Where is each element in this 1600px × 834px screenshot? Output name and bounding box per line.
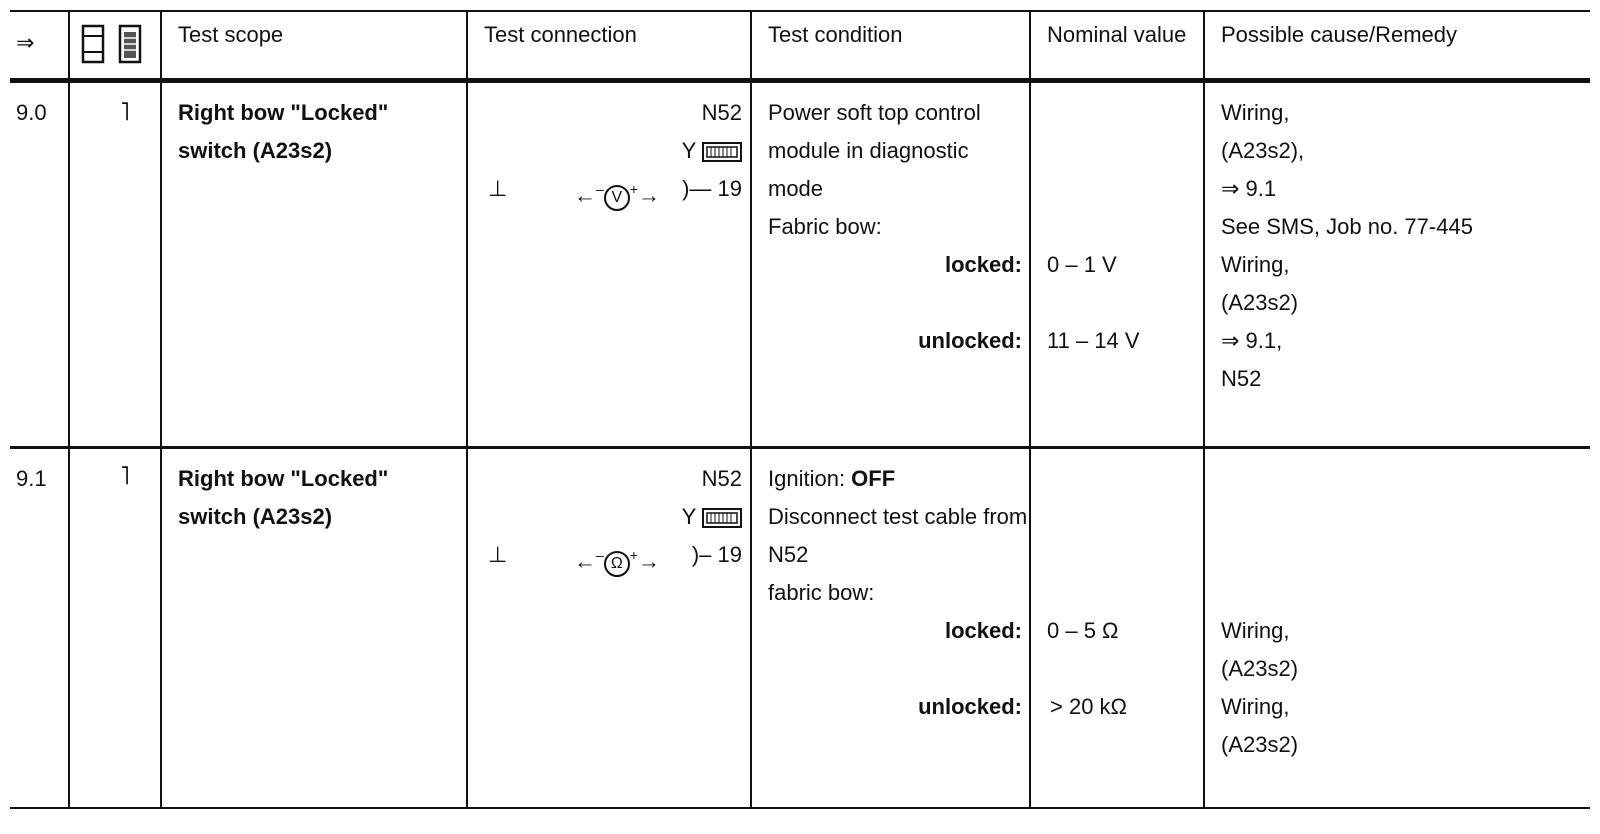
plug-label: Y [681, 138, 696, 163]
nominal-unlocked: > 20 kΩ [1050, 694, 1127, 719]
test-condition-line: fabric bow: [768, 580, 875, 605]
cause-line: See SMS, Job no. 77-445 [1221, 214, 1473, 239]
ground-symbol: ⊥ [488, 176, 508, 201]
cause-link[interactable]: ⇒ 9.1, [1221, 328, 1283, 353]
table-top-border [10, 10, 1590, 12]
cause-line: Wiring, [1221, 618, 1290, 643]
cause-line: (A23s2) [1221, 656, 1299, 681]
header-test-connection: Test connection [484, 22, 637, 47]
vehicle-icons [80, 22, 150, 66]
col-divider [1029, 10, 1031, 809]
plug-label: Y [681, 504, 696, 529]
test-scope-line1: Right bow "Locked" [178, 466, 389, 491]
test-condition-line: mode [768, 176, 824, 201]
cause-line: Wiring, [1221, 694, 1290, 719]
connection-plug [682, 132, 742, 170]
pin-number: – 19 [699, 542, 742, 567]
test-scope-line2: switch (A23s2) [178, 138, 333, 163]
condition-unlocked: unlocked: [918, 328, 1022, 353]
condition-unlocked: unlocked: [918, 694, 1022, 719]
col-divider [68, 10, 70, 809]
pin-number: — 19 [689, 176, 742, 201]
cause-line: (A23s2), [1221, 138, 1305, 163]
cause-line: N52 [1221, 366, 1262, 391]
header-test-condition: Test condition [768, 22, 903, 47]
connection-plug [682, 498, 742, 536]
table-bottom-border [10, 807, 1590, 809]
cause-line: (A23s2) [1221, 290, 1299, 315]
col-divider [1203, 10, 1205, 809]
connection-pin: )– 19 [691, 542, 742, 567]
ohmmeter-symbol: ←–Ω+→ [574, 536, 660, 580]
connection-module: N52 [701, 100, 742, 125]
condition-locked: locked: [944, 618, 1022, 643]
test-condition-line: Power soft top control [768, 100, 981, 125]
step-number: 9.1 [16, 466, 47, 491]
connector-icon [702, 507, 742, 529]
row-divider [10, 446, 1590, 449]
nominal-unlocked: 11 – 14 V [1047, 328, 1140, 353]
test-table [10, 10, 1590, 826]
nominal-locked: 0 – 5 Ω [1047, 618, 1119, 643]
control-unit-icon [80, 22, 150, 66]
connection-module: N52 [701, 466, 742, 491]
cause-line: (A23s2) [1221, 732, 1299, 757]
row-mark: ˥ [120, 460, 130, 490]
header-nominal-value: Nominal value [1047, 22, 1187, 47]
test-scope-line2: switch (A23s2) [178, 504, 333, 529]
ohmmeter-icon: Ω [604, 551, 630, 577]
header-arrow: ⇒ [16, 30, 35, 55]
voltmeter-icon: V [604, 185, 630, 211]
test-condition-line: N52 [768, 542, 809, 567]
col-divider [466, 10, 468, 809]
test-condition-line: Fabric bow: [768, 214, 882, 239]
ground-symbol: ⊥ [488, 542, 508, 567]
row-mark: ˥ [120, 96, 130, 126]
col-divider [750, 10, 752, 809]
condition-locked: locked: [944, 252, 1022, 277]
header-divider [10, 78, 1590, 83]
cause-line: Wiring, [1221, 100, 1290, 125]
cause-line: Wiring, [1221, 252, 1290, 277]
header-cause-remedy: Possible cause/Remedy [1221, 22, 1458, 47]
test-condition-line: module in diagnostic [768, 138, 969, 163]
test-condition-ignition [768, 460, 895, 498]
test-condition-line: Disconnect test cable from [768, 504, 1028, 529]
connector-icon [702, 141, 742, 163]
test-scope-line1: Right bow "Locked" [178, 100, 389, 125]
col-divider [160, 10, 162, 809]
header-test-scope: Test scope [178, 22, 284, 47]
ignition-label: Ignition: [768, 466, 852, 491]
ignition-state: OFF [851, 466, 896, 491]
cause-link[interactable]: ⇒ 9.1 [1221, 176, 1277, 201]
step-number: 9.0 [16, 100, 47, 125]
connection-pin: )— 19 [682, 176, 742, 201]
nominal-locked: 0 – 1 V [1047, 252, 1117, 277]
voltmeter-symbol: ←–V+→ [574, 170, 660, 214]
